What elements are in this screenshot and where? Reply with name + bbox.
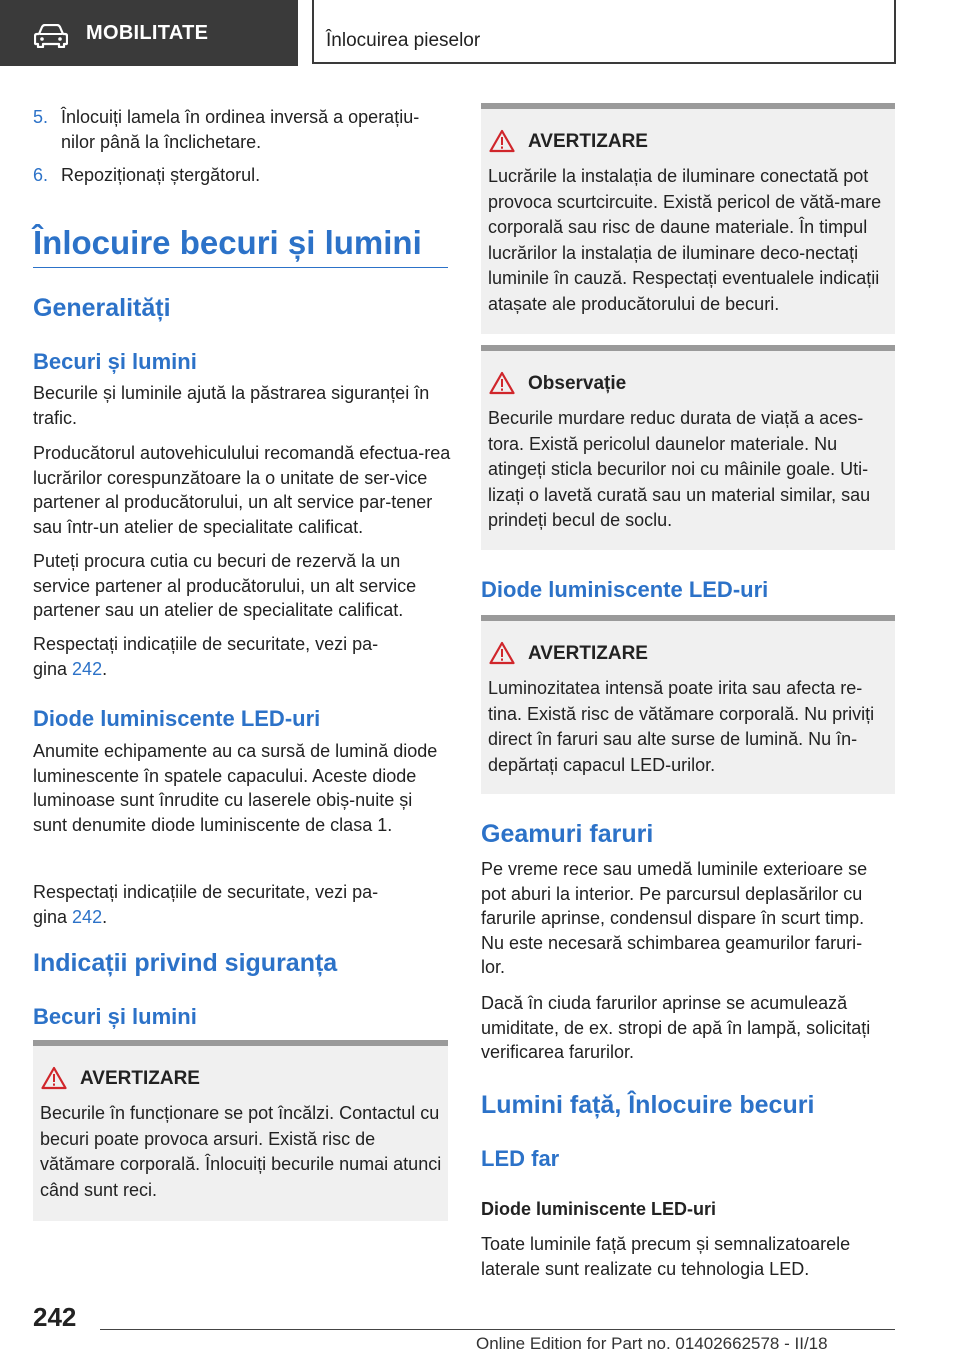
edition-footer: Online Edition for Part no. 01402662578 - II/18 [476,1334,828,1353]
warning-triangle-icon [41,1066,67,1090]
paragraph: Becurile și luminile ajută la păstrarea siguranței în trafic. [33,383,430,428]
section-heading-siguranta: Indicații privind siguranța [33,949,338,977]
step-number: 5. [33,107,49,127]
warning-box [481,103,895,334]
section-tab [0,0,298,66]
paragraph: Pe vreme rece sau umedă luminile exterioare se pot aburi la interior. Pe parcursul deplasărilor cu farurile aprinse, condensul dispare în scurt timp. Nu este necesară schimbarea geamurilor faruri-lor. [481,859,868,977]
chapter-heading: Înlocuire becuri și lumini [33,224,422,261]
page-link[interactable]: 242 [72,906,103,927]
subsection-heading-led: LED far [481,1146,560,1171]
warning-triangle-icon [489,641,515,665]
paragraph-crossref: Respectați indicațiile de securitate, vezi pa-gina 242. [33,634,379,679]
warning-text: Luminozitatea intensă poate irita sau afecta re-tina. Există risc de vătămare corporală. Nu priviți direct în faruri sau alte surse de lumină. Nu în-depărtați capacul LED-urilor. [488,678,875,775]
warning-text: Becurile în funcționare se pot încălzi. Contactul cu becuri poate provoca arsuri. Există risc de vătămare corporală. Înlocuiți becurile numai atunci când sunt reci. [40,1103,442,1200]
step-number: 6. [33,165,49,185]
subsection-heading-becuri: Becuri și lumini [33,349,197,374]
paragraph: Puteți procura cutia cu becuri de rezervă la un service partener al producătorului, un alt service partener sau un atelier de specialitate calificat. [33,551,417,620]
note-text: Becurile murdare reduc durata de viață a aces-tora. Există pericolul daunelor materiale. Nu atingeți sticla becurilor noi cu mâinile goale. Uti-lizați o lavetă curată sau un material similar, sau prindeți becul de soclu. [488,408,871,530]
warning-title: AVERTIZARE [80,1068,200,1089]
section-title: MOBILITATE [86,22,209,44]
section-heading-lumini: Lumini față, Înlocuire becuri [481,1091,815,1119]
warning-box [33,1040,448,1221]
chapter-tab [312,0,896,64]
note-box [481,345,895,550]
page-header [0,0,960,66]
paragraph-crossref: Respectați indicațiile de securitate, vezi pa-gina 242. [33,882,379,927]
crossref-text: Respectați indicațiile de securitate, vezi pa-gina [33,634,379,679]
page-link[interactable]: 242 [72,658,103,679]
footer-rule [100,1329,895,1330]
page-number: 242 [33,1302,77,1332]
note-title: Observație [528,373,627,394]
paragraph: Dacă în ciuda farurilor aprinse se acumulează umiditate, de ex. stropi de apă în lampă, solicitați verificarea farurilor. [481,993,871,1062]
crossref-text: Respectați indicațiile de securitate, vezi pa-gina [33,882,379,927]
warning-triangle-icon [489,129,515,153]
chapter-title: Înlocuirea pieselor [326,30,481,51]
step-text: Repoziționați ștergătorul. [61,165,261,185]
warning-box [481,615,895,794]
car-icon [34,24,68,48]
warning-title: AVERTIZARE [528,131,648,152]
paragraph: Producătorul autovehiculului recomandă efectua-rea lucrărilor corespunzătoare la o unitate de ser-vice partener al producătorului, un alt service par-tener sau într-un atelier de specialitate calificat. [33,443,451,537]
subsection-heading-diode: Diode luminiscente LED-uri [481,577,769,602]
paragraph: Anumite echipamente au ca sursă de lumină diode luminescente în spatele capacului. Aceste diode luminoase sunt înrudite cu laserele obiș-nuite și sunt denumite diode luminiscente de clasa 1. [33,741,438,835]
step-text: Înlocuiți lamela în ordinea inversă a operațiu-nilor până la înclichetare. [61,107,420,152]
section-heading-geamuri: Geamuri faruri [481,820,654,848]
subsection-heading-becuri-2: Becuri și lumini [33,1004,197,1029]
minor-heading-diode: Diode luminiscente LED-uri [481,1199,717,1219]
paragraph: Toate luminile față precum și semnalizatoarele laterale sunt realizate cu tehnologia LED. [481,1234,851,1279]
warning-triangle-icon [489,371,515,395]
warning-text: Lucrările la instalația de iluminare conectată pot provoca scurtcircuite. Există pericol de vătă-mare corporală sau risc de daune materiale. În timpul lucrărilor la instalația de iluminare deco-nectați luminile în cauză. Respectați eventualele indicații atașate ale producătorului de becuri. [488,166,882,314]
heading-rule [33,267,448,268]
warning-title: AVERTIZARE [528,643,648,664]
section-heading-general: Generalități [33,294,171,322]
subsection-heading-diode: Diode luminiscente LED-uri [33,706,321,731]
